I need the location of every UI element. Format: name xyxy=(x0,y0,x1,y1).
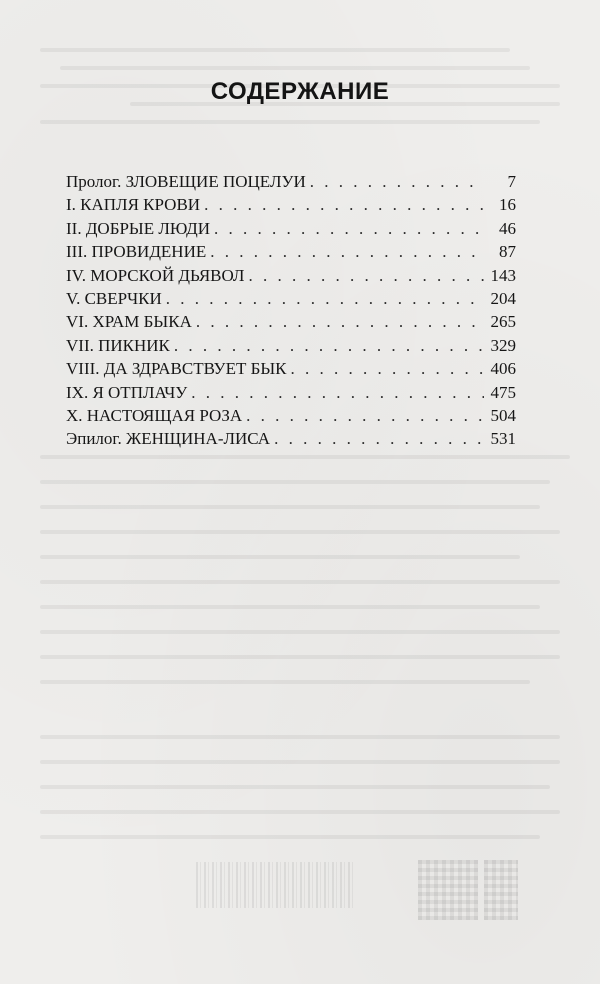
bleed-through-line xyxy=(40,735,560,739)
toc-entry xyxy=(66,336,516,359)
toc-dot-leader xyxy=(204,195,484,215)
toc-entry xyxy=(66,359,516,382)
toc-dot-leader xyxy=(246,406,484,426)
toc-entry-page: 87 xyxy=(499,242,516,262)
toc-entry xyxy=(66,289,516,312)
toc-entry xyxy=(66,429,516,452)
toc-entry-title: Эпилог. ЖЕНЩИНА-ЛИСА xyxy=(66,429,271,449)
bleed-through-line xyxy=(40,580,560,584)
toc-dot-leader xyxy=(274,429,484,449)
toc-entry-page: 406 xyxy=(490,359,516,379)
toc-dot-leader xyxy=(191,383,484,403)
toc-entry xyxy=(66,312,516,335)
toc-entry-title: VII. ПИКНИК xyxy=(66,335,170,355)
bleed-through-line xyxy=(40,530,560,534)
toc-entry-title: III. ПРОВИДЕНИЕ xyxy=(66,242,207,262)
toc-entry-page: 204 xyxy=(490,288,516,308)
toc-entry-title: I. КАПЛЯ КРОВИ xyxy=(66,195,201,215)
toc-entry-page: 475 xyxy=(490,382,516,402)
bleed-through-line xyxy=(40,455,570,459)
toc-entry-title: X. НАСТОЯЩАЯ РОЗА xyxy=(66,405,243,425)
page-title: СОДЕРЖАНИЕ xyxy=(210,78,390,105)
bleed-through-line xyxy=(40,505,540,509)
bleed-through-line xyxy=(40,605,540,609)
toc-dot-leader xyxy=(310,172,484,192)
bleed-through-line xyxy=(40,835,540,839)
toc-dot-leader xyxy=(248,266,484,286)
bleed-through-line xyxy=(40,655,560,659)
toc-entry-title: VI. ХРАМ БЫКА xyxy=(66,312,192,332)
toc-dot-leader xyxy=(210,242,484,262)
toc-entry-title: Пролог. ЗЛОВЕЩИЕ ПОЦЕЛУИ xyxy=(66,172,306,191)
toc-entry xyxy=(66,172,516,195)
bleed-through-line xyxy=(40,785,550,789)
table-of-contents xyxy=(66,172,516,453)
toc-entry-page: 16 xyxy=(499,195,516,215)
bleed-through-barcode xyxy=(196,862,356,908)
toc-entry xyxy=(66,406,516,429)
bleed-through-qr-code xyxy=(484,860,518,920)
bleed-through-line xyxy=(40,555,520,559)
toc-entry-page: 46 xyxy=(499,218,516,238)
bleed-through-line xyxy=(40,760,560,764)
bleed-through-line xyxy=(40,48,510,52)
bleed-through-line xyxy=(40,120,540,124)
toc-dot-leader xyxy=(196,312,484,332)
toc-dot-leader xyxy=(166,289,484,309)
bleed-through-line xyxy=(40,810,560,814)
bleed-through-line xyxy=(40,630,560,634)
toc-entry xyxy=(66,266,516,289)
toc-entry-title: VIII. ДА ЗДРАВСТВУЕТ БЫК xyxy=(66,359,287,379)
toc-entry-title: IX. Я ОТПЛАЧУ xyxy=(66,382,188,402)
bleed-through-qr-code xyxy=(418,860,478,920)
toc-dot-leader xyxy=(214,219,484,239)
bleed-through-line xyxy=(40,680,530,684)
bleed-through-line xyxy=(40,480,550,484)
toc-entry-page: 329 xyxy=(490,335,516,355)
toc-entry-title: IV. МОРСКОЙ ДЬЯВОЛ xyxy=(66,265,245,285)
toc-entry xyxy=(66,219,516,242)
toc-entry-title: V. СВЕРЧКИ xyxy=(66,288,162,308)
toc-entry-title: II. ДОБРЫЕ ЛЮДИ xyxy=(66,218,210,238)
toc-entry-page: 504 xyxy=(490,405,516,425)
toc-entry-page: 7 xyxy=(507,172,516,191)
toc-entry-page: 265 xyxy=(490,312,516,332)
toc-entry xyxy=(66,242,516,265)
toc-dot-leader xyxy=(174,336,484,356)
bleed-through-line xyxy=(60,66,530,70)
toc-dot-leader xyxy=(291,359,484,379)
toc-entry xyxy=(66,195,516,218)
toc-entry-page: 531 xyxy=(490,429,516,449)
toc-entry xyxy=(66,383,516,406)
toc-entry-page: 143 xyxy=(490,265,516,285)
